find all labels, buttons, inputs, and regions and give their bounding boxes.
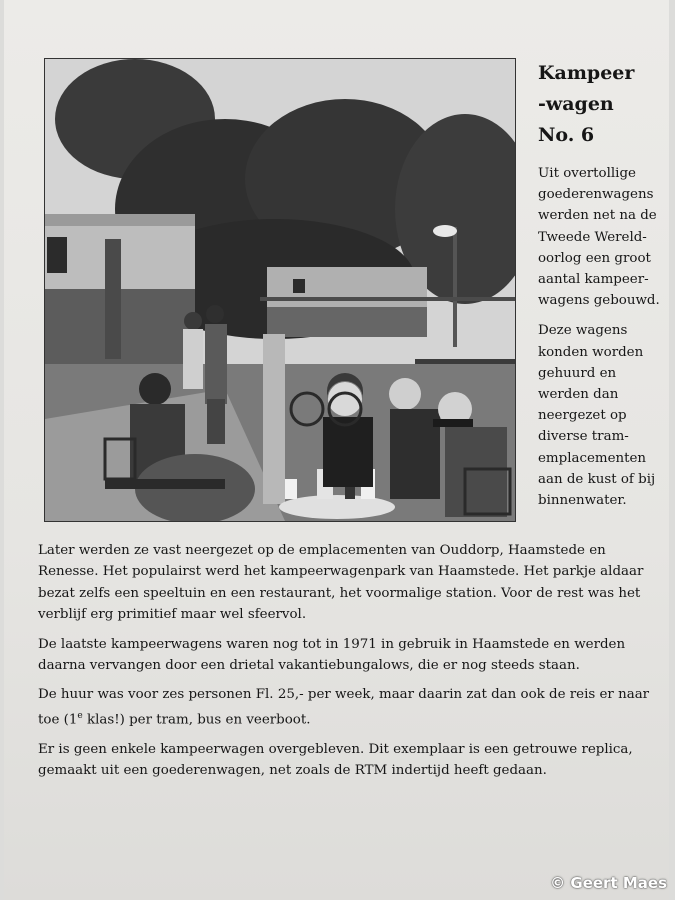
title-line-1: Kampeer [538, 62, 635, 84]
side-paragraph-1: Uit overtollige goederenwagens werden net na de Tweede Wereld-oorlog een groot aantal kampeer-wagens gebouwd. [538, 166, 660, 309]
body-paragraph-3-part-b: klas!) per tram, bus en veerboot. [82, 712, 311, 728]
title-line-3: No. 6 [538, 124, 595, 146]
body-paragraph-4: Er is geen enkele kampeerwagen overgebleven. Dit exemplaar is een getrouwe replica, gemaakt uit een goederenwagen, net zoals de RTM indertijd heeft gedaan. [38, 741, 633, 779]
side-column [538, 58, 666, 520]
superscript-e: e [77, 710, 83, 721]
body-paragraph-1: Later werden ze vast neergezet op de emplacementen van Ouddorp, Haamstede en Renesse. Het populairst werd het kampeerwagenpark van Haamstede. Het parkje aldaar bezat zelfs een speeltuin en een restaurant, het voormalige station. Voor de rest was het verblijf erg primitief maar wel sfeervol. [38, 543, 644, 623]
historic-photo [44, 58, 516, 522]
title-line-2: -wagen [538, 93, 614, 115]
campground-photo-illustration [45, 59, 515, 521]
body-paragraph-2: De laatste kampeerwagens waren nog tot in 1971 in gebruik in Haamstede en werden daarna vervangen door een drietal vakantiebungalows, die er nog steeds staan. [38, 636, 626, 674]
body-paragraph-3-part-a: De huur was voor zes personen Fl. 25,- per week, maar daarin zat dan ook de reis er naar toe (1 [38, 687, 650, 728]
body-text [38, 540, 653, 790]
photo-credit: © Geert Maes [550, 874, 667, 892]
side-paragraph-2: Deze wagens konden worden gehuurd en werden dan neergezet op diverse tram-emplacementen aan de kust of bij binnenwater. [538, 323, 656, 509]
information-board [4, 0, 669, 900]
sign-title [538, 58, 666, 151]
body-paragraph-3 [38, 684, 653, 730]
